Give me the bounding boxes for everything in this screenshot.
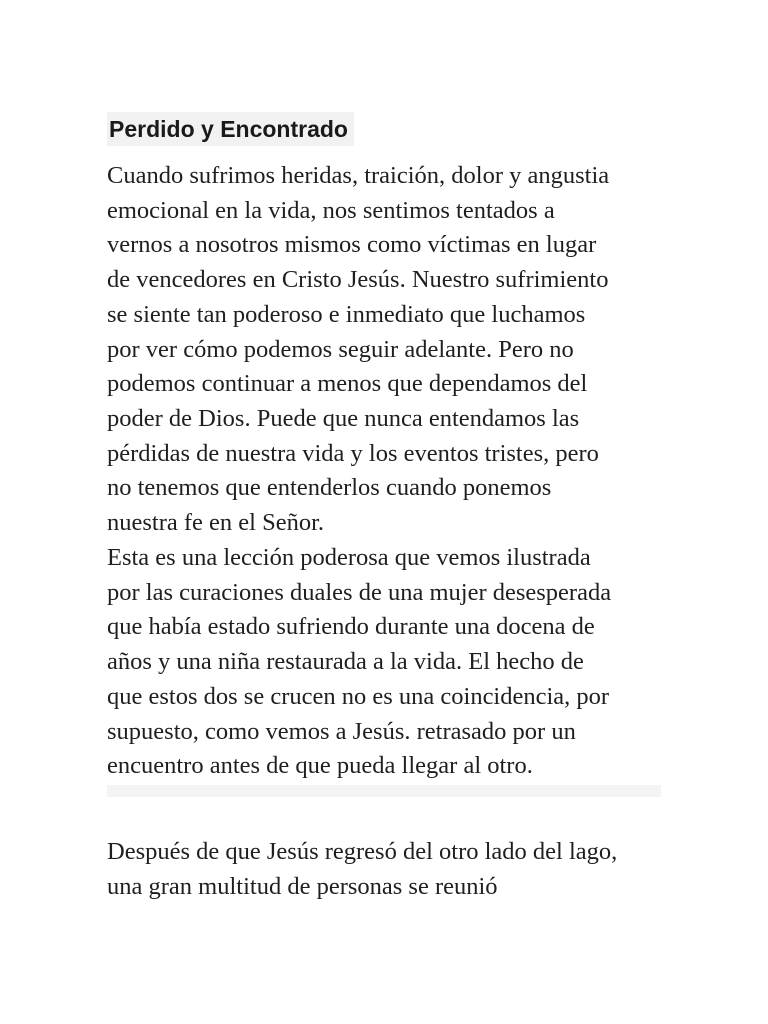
paragraph-line: emocional en la vida, nos sentimos tentados a — [107, 196, 555, 224]
paragraph-line: Esta es una lección poderosa que vemos ilustrada — [107, 544, 591, 571]
paragraph-line: por ver cómo podemos seguir adelante. Pero no — [107, 335, 574, 363]
paragraph-3 — [107, 835, 667, 904]
paragraph-line: vernos a nosotros mismos como víctimas en lugar — [107, 231, 597, 259]
paragraph-line: supuesto, como vemos a Jesús. retrasado por un — [107, 717, 576, 745]
paragraph-line: Cuando sufrimos heridas, traición, dolor y angustia — [107, 162, 610, 189]
document-title: Perdido y Encontrado — [107, 112, 354, 146]
paragraph-line: no tenemos que entenderlos cuando ponemos — [107, 474, 552, 502]
paragraph-2 — [107, 541, 667, 784]
paragraph-line: que había estado sufriendo durante una docena de — [107, 613, 595, 641]
paragraph-line: Después de que Jesús regresó del otro lado del lago, — [107, 838, 618, 865]
paragraph-line: podemos continuar a menos que dependamos del — [107, 370, 588, 398]
paragraph-line: encuentro antes de que pueda llegar al otro. — [107, 752, 533, 780]
paragraph-line: que estos dos se crucen no es una coincidencia, por — [107, 682, 610, 710]
paragraph-line: años y una niña restaurada a la vida. El hecho de — [107, 648, 584, 676]
paragraph-line: pérdidas de nuestra vida y los eventos tristes, pero — [107, 439, 599, 467]
paragraph-1 — [107, 159, 667, 541]
paragraph-line: de vencedores en Cristo Jesús. Nuestro sufrimiento — [107, 266, 609, 294]
paragraph-line: nuestra fe en el Señor. — [107, 509, 325, 537]
paragraph-line: se siente tan poderoso e inmediato que luchamos — [107, 300, 586, 328]
paragraph-line: poder de Dios. Puede que nunca entendamos las — [107, 404, 580, 432]
paragraph-line: por las curaciones duales de una mujer desesperada — [107, 578, 612, 606]
highlight-band — [107, 785, 661, 797]
paragraph-line: una gran multitud de personas se reunió — [107, 872, 498, 900]
